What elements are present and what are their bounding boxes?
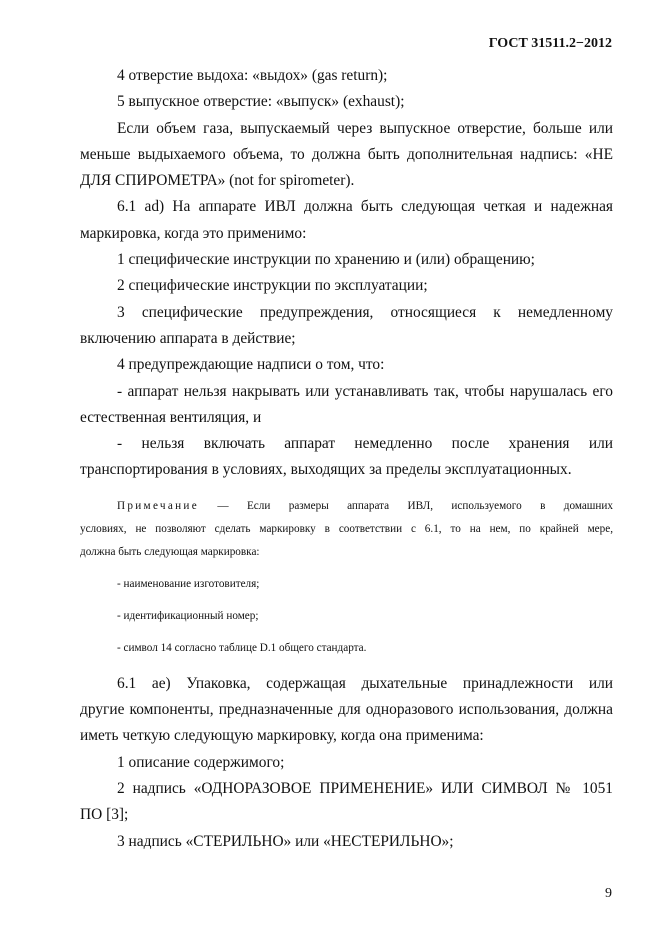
standard-header: ГОСТ 31511.2−2012 xyxy=(488,36,612,51)
text-line: естественная вентиляция, и xyxy=(80,408,262,426)
text-line: Если объем газа, выпускаемый через выпускное отверстие, больше или xyxy=(117,119,613,137)
text-line: 4 отверстие выдоха: «выдох» (gas return); xyxy=(117,67,388,84)
note-line: условиях, не позволяют сделать маркировку в соответствии с 6.1, то на нем, по крайней мере, xyxy=(80,522,613,535)
note-item: - наименование изготовителя; xyxy=(117,577,260,590)
text-line: 3 специфические предупреждения, относящиеся к немедленному xyxy=(117,303,613,321)
text-line: 2 надпись «ОДНОРАЗОВОЕ ПРИМЕНЕНИЕ» ИЛИ СИМВОЛ № 1051 xyxy=(117,779,613,797)
text-line: 4 предупреждающие надписи о том, что: xyxy=(117,356,385,374)
text-line: маркировка, когда это применимо: xyxy=(80,224,307,242)
text-line: 5 выпускное отверстие: «выпуск» (exhaust); xyxy=(117,93,405,111)
note-item: - идентификационный номер; xyxy=(117,609,259,622)
text-line: включению аппарата в действие; xyxy=(80,329,296,347)
note-label: Примечание xyxy=(117,499,199,512)
text-line: 6.1 ae) Упаковка, содержащая дыхательные принадлежности или xyxy=(117,674,613,692)
text-line: ДЛЯ СПИРОМЕТРА» (not for spirometer). xyxy=(80,172,355,190)
note-line: должна быть следующая маркировка: xyxy=(80,545,260,558)
text-line: транспортирования в условиях, выходящих за пределы эксплуатационных. xyxy=(80,461,572,479)
page-number: 9 xyxy=(605,886,612,901)
text-line: меньше выдыхаемого объема, то должна быть дополнительная надпись: «НЕ xyxy=(80,145,613,163)
text-line: 1 описание содержимого; xyxy=(117,753,285,771)
text-line: - аппарат нельзя накрывать или устанавливать так, чтобы нарушалась его xyxy=(117,382,613,400)
text-line: 6.1 ad) На аппарате ИВЛ должна быть следующая четкая и надежная xyxy=(117,198,613,216)
text-line: иметь четкую следующую маркировку, когда она применима: xyxy=(80,727,484,745)
text-line: 1 специфические инструкции по хранению и (или) обращению; xyxy=(117,251,535,269)
text-line: ПО [3]; xyxy=(80,806,129,824)
note-item: - символ 14 согласно таблице D.1 общего стандарта. xyxy=(117,641,367,654)
text-line: 3 надпись «СТЕРИЛЬНО» или «НЕСТЕРИЛЬНО»; xyxy=(117,832,454,850)
text-line: - нельзя включать аппарат немедленно после хранения или xyxy=(117,435,613,453)
note-text: — Если размеры аппарата ИВЛ, используемого в домашних xyxy=(198,499,613,512)
note-line xyxy=(80,495,613,518)
text-line: другие компоненты, предназначенные для одноразового использования, должна xyxy=(80,701,613,719)
document-body xyxy=(80,63,613,855)
text-line: 2 специфические инструкции по эксплуатации; xyxy=(117,277,428,295)
